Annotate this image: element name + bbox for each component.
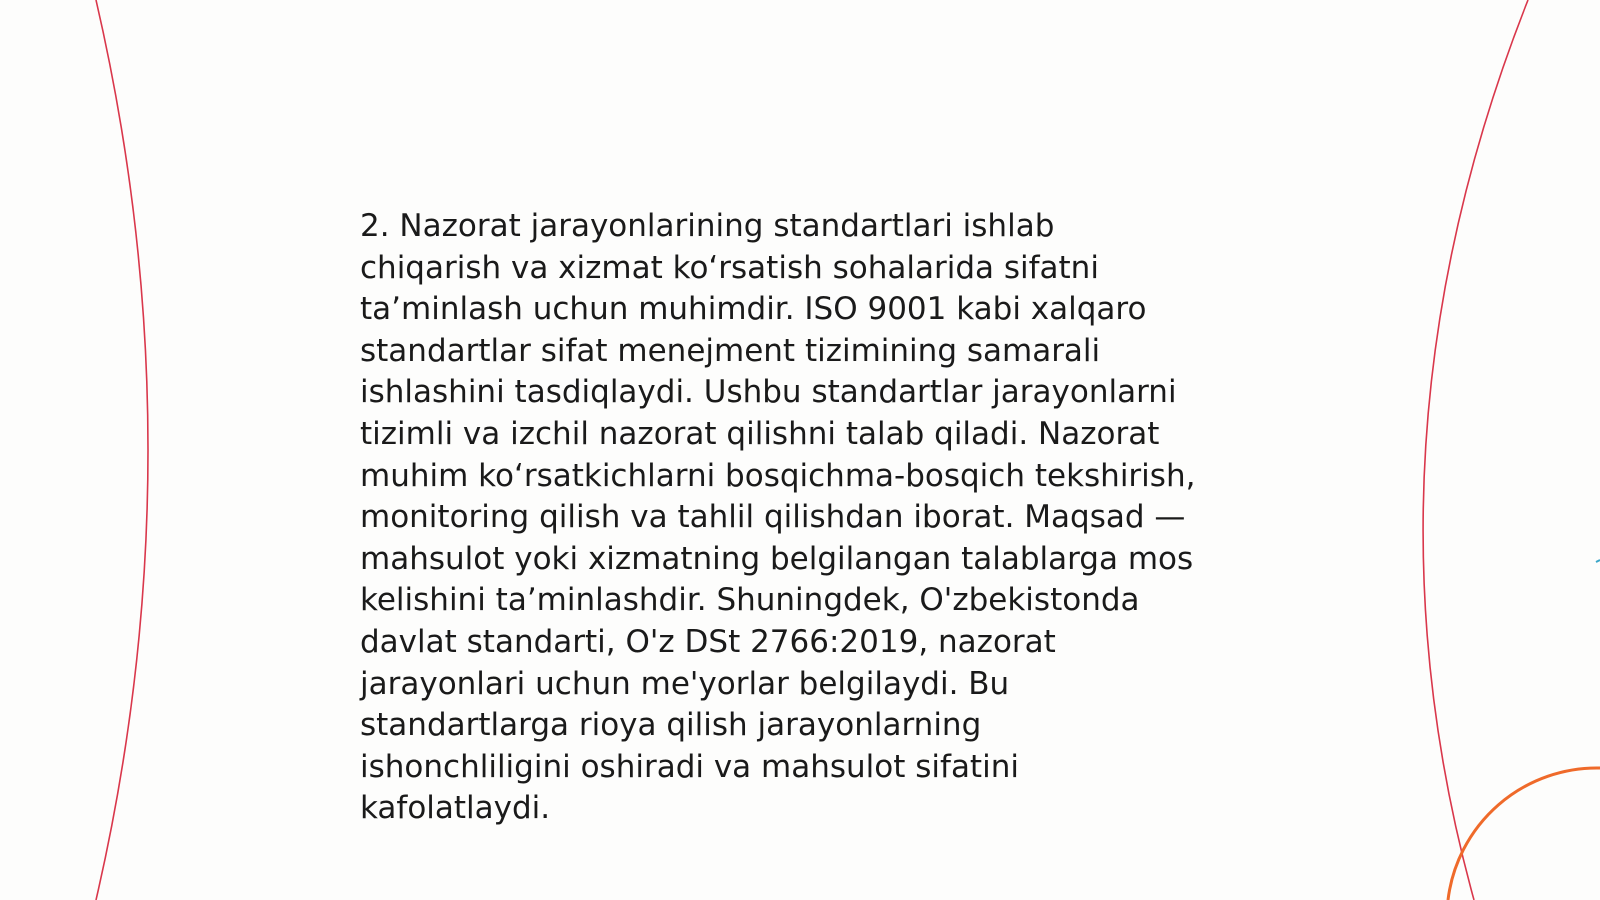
left-arc-curve	[96, 0, 148, 900]
body-text: 2. Nazorat jarayonlarining standartlari ishlab chiqarish va xizmat koʻrsatish sohalarida sifatni taʼminlash uchun muhimdir. ISO 9001 kabi xalqaro standartlar sifat menejment tizimining samarali ishlashini tasdiqlaydi. Ushbu standartlar jarayonlarni tizimli va izchil nazorat qilishni talab qiladi. Nazorat muhim koʻrsatkichlarni bosqichma-bosqich tekshirish, monitoring qilish va tahlil qilishdan iborat. Maqsad — mahsulot yoki xizmatning belgilangan talablarga mos kelishini taʼminlashdir. Shuningdek, O'zbekistonda davlat standarti, O'z DSt 2766:2019, nazorat jarayonlari uchun me'yorlar belgilaydi. Bu standartlarga rioya qilish jarayonlarning ishonchliligini oshiradi va mahsulot sifatini kafolatlaydi.	[360, 208, 1196, 827]
right-arc-curve	[1423, 0, 1528, 900]
teal-accent-mark	[1596, 560, 1600, 562]
orange-circle-arc	[1448, 768, 1600, 900]
